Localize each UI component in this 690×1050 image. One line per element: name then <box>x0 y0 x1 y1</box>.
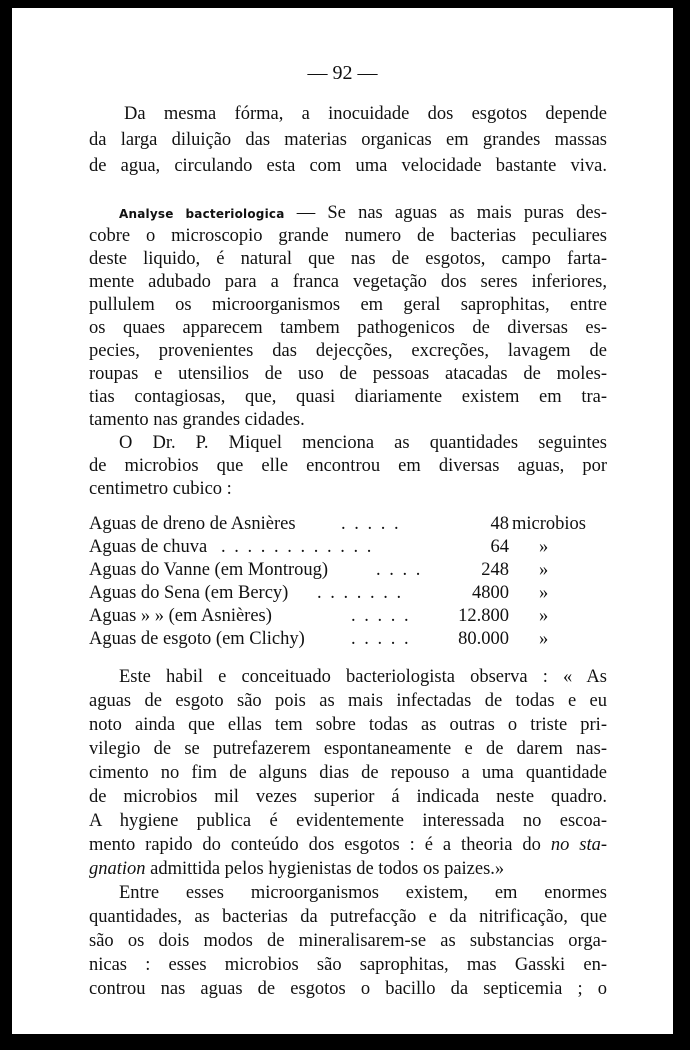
row-ditto: » <box>539 583 549 603</box>
paragraph-3-line: centimetro cubico : <box>89 479 232 499</box>
paragraph-1-line: Da mesma fórma, a inocuidade dos esgotos depende <box>124 104 607 124</box>
row-count: 12.800 <box>458 606 509 626</box>
row-count: 80.000 <box>458 629 509 649</box>
row-dots: . . . . . . . . . . . . <box>221 537 374 557</box>
table-row <box>89 536 607 559</box>
italic-phrase: no sta- <box>550 835 608 855</box>
table-row <box>89 513 607 536</box>
paragraph-2-line: mente adubado para a franca vegetação dos seres inferiores, <box>89 272 607 292</box>
row-ditto: » <box>539 560 549 580</box>
row-count: 4800 <box>472 583 509 603</box>
row-count: 64 <box>490 537 509 557</box>
row-label: Aguas do Sena (em Bercy) <box>89 583 289 603</box>
paragraph-2-first-line-text: — Se nas aguas as mais puras des- <box>296 203 608 223</box>
table-row <box>89 628 607 651</box>
paragraph-2-line: pullulem os microorganismos em geral saprophitas, entre <box>89 295 607 315</box>
table-row <box>89 582 607 605</box>
row-dots: . . . . . . . <box>317 583 404 603</box>
book-page <box>12 8 673 1034</box>
paragraph-2-line: roupas e utensilios de uso de pessoas atacadas de moles- <box>89 364 607 384</box>
paragraph-2-line: cobre o microscopio grande numero de bacterias peculiares <box>89 226 607 246</box>
row-dots: . . . . <box>376 560 423 580</box>
paragraph-4-line <box>89 856 607 882</box>
row-dots: . . . . . <box>351 629 411 649</box>
row-dots: . . . . . <box>341 514 401 534</box>
row-ditto: » <box>539 537 549 557</box>
row-count: 48 <box>490 514 509 534</box>
paragraph-4-line: cimento no fim de alguns dias de repouso a uma quantidade <box>89 763 607 783</box>
row-label: Aguas do Vanne (em Montroug) <box>89 560 329 580</box>
row-count: 248 <box>481 560 509 580</box>
paragraph-2-line: tias contagiosas, que, quasi diariamente existem em tra- <box>89 387 607 407</box>
row-label: Aguas de esgoto (em Clichy) <box>89 629 305 649</box>
paragraph-4-line: noto ainda que ellas tem sobre todas as outras o triste pri- <box>89 715 607 735</box>
paragraph-2-line: deste liquido, é natural que nas de esgotos, campo farta- <box>89 249 607 269</box>
row-ditto: » <box>539 629 549 649</box>
row-unit: microbios <box>512 514 586 534</box>
row-label: Aguas » » (em Asnières) <box>89 606 272 626</box>
table-row <box>89 559 607 582</box>
paragraph-2-line: tamento nas grandes cidades. <box>89 410 305 430</box>
paragraph-1-line: de agua, circulando esta com uma velocidade bastante viva. <box>89 156 607 176</box>
paragraph-2-line: os quaes apparecem tambem pathogenicos de diversas es- <box>89 318 607 338</box>
paragraph-3-line: de microbios que elle encontrou em diversas aguas, por <box>89 456 607 476</box>
row-ditto: » <box>539 606 549 626</box>
paragraph-4-line-text: mento rapido do conteúdo dos esgotos : é a theoria do <box>89 835 541 855</box>
italic-phrase-continued: gnation <box>89 859 146 879</box>
paragraph-5-line: quantidades, as bacterias da putrefacção e da nitrificação, que <box>89 907 607 927</box>
paragraph-3-line: O Dr. P. Miquel menciona as quantidades seguintes <box>119 433 607 453</box>
row-dots: . . . . . <box>351 606 411 626</box>
paragraph-2-line: pecies, provenientes das dejecções, excreções, lavagem de <box>89 341 607 361</box>
section-heading: Analyse bacteriologica <box>119 207 285 221</box>
paragraph-4-line: Este habil e conceituado bacteriologista observa : « As <box>119 667 607 687</box>
paragraph-5-line: controu nas aguas de esgotos o bacillo da septicemia ; o <box>89 979 607 999</box>
row-label: Aguas de dreno de Asnières <box>89 514 296 534</box>
row-label: Aguas de chuva <box>89 537 208 557</box>
paragraph-5-line: Entre esses microorganismos existem, em enormes <box>119 883 607 903</box>
paragraph-1-line: da larga diluição das materias organicas em grandes massas <box>89 130 607 150</box>
table-row <box>89 605 607 628</box>
paragraph-4-line: aguas de esgoto são pois as mais infectadas de todas e eu <box>89 691 607 711</box>
paragraph-4-line: de microbios mil vezes superior á indicada neste quadro. <box>89 787 607 807</box>
paragraph-4-line: vilegio de se putrefazerem espontaneamente e de darem nas- <box>89 739 607 759</box>
paragraph-4-line: A hygiene publica é evidentemente interessada no escoa- <box>89 811 607 831</box>
paragraph-4-line <box>89 832 607 858</box>
paragraph-5-line: são os dois modos de mineralisarem-se as substancias orga- <box>89 931 607 951</box>
paragraph-5-line: nicas : esses microbios são saprophitas, mas Gasski en- <box>89 955 607 975</box>
page-number: — 92 — <box>307 62 378 84</box>
paragraph-4-line-text: admittida pelos hygienistas de todos os paizes.» <box>150 859 505 879</box>
